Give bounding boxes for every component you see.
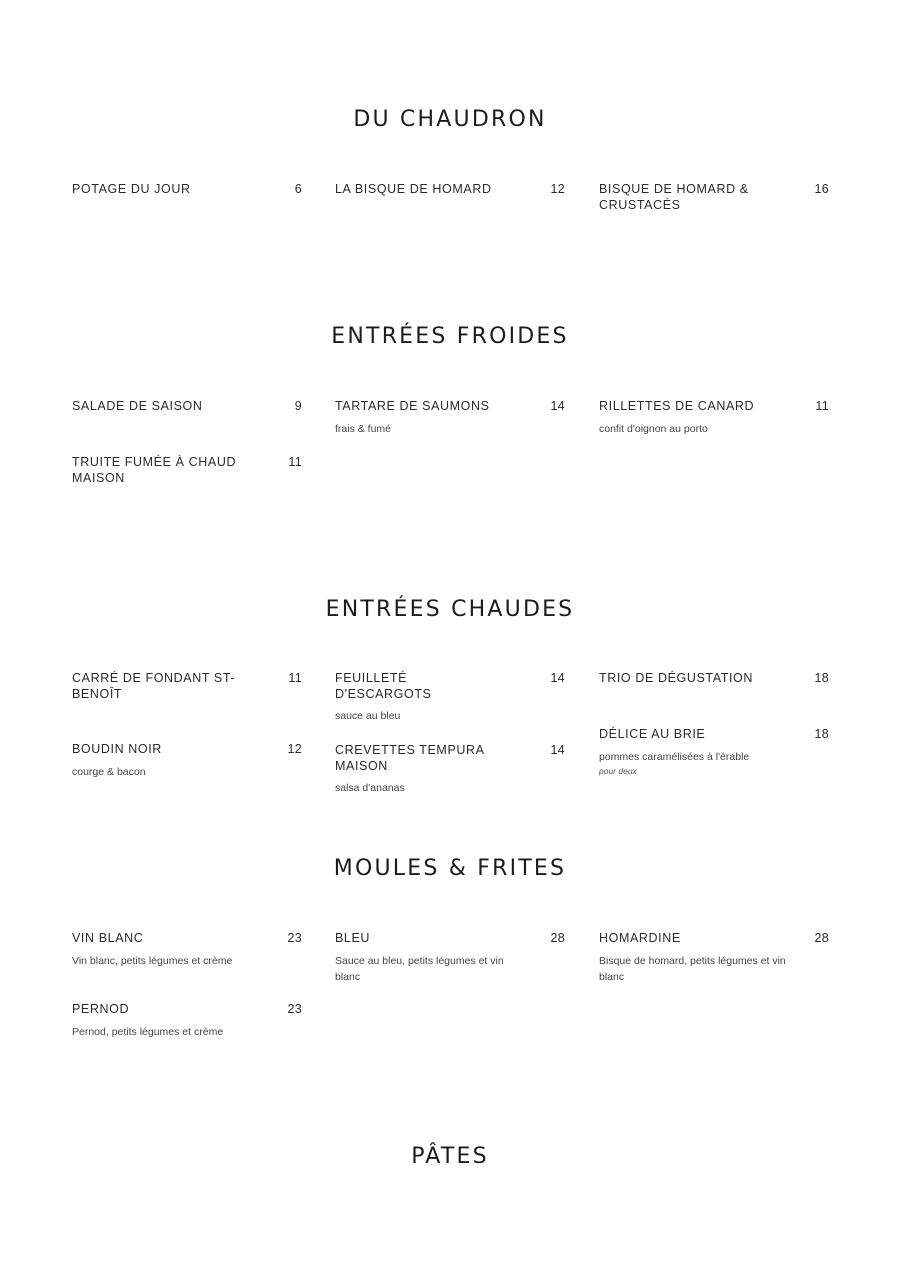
item-price: 6 (294, 182, 302, 196)
menu-item (599, 727, 829, 777)
menu-item (335, 182, 565, 198)
section-title-entrees-froides: ENTRÉES FROIDES (331, 324, 569, 349)
item-price: 14 (550, 743, 565, 757)
item-name: SALADE DE SAISON (72, 399, 203, 413)
menu-item (599, 399, 829, 437)
item-description: Pernod, petits légumes et crème (72, 1025, 224, 1038)
item-description: confit d'oignon au porto (599, 422, 708, 435)
item-price: 11 (815, 399, 829, 413)
item-name: VIN BLANC (72, 931, 144, 945)
menu-item (599, 182, 829, 213)
item-name: CREVETTES TEMPURA MAISON (335, 743, 484, 773)
item-name: BOUDIN NOIR (72, 742, 162, 756)
item-name: TRIO DE DÉGUSTATION (599, 671, 753, 685)
item-name: PERNOD (72, 1002, 130, 1016)
item-price: 23 (287, 1002, 302, 1016)
item-description: pommes caramélisées à l'érable (599, 750, 750, 763)
menu-item (599, 671, 829, 687)
item-price: 28 (814, 931, 829, 945)
item-price: 18 (814, 671, 829, 685)
item-name: BLEU (335, 931, 371, 945)
item-price: 11 (288, 455, 302, 469)
item-name: DÉLICE AU BRIE (599, 727, 706, 741)
menu-item (599, 931, 829, 985)
item-description: sauce au bleu (335, 710, 401, 722)
item-price: 14 (550, 399, 565, 413)
item-price: 12 (287, 742, 302, 756)
item-price: 28 (550, 931, 565, 945)
menu-item (72, 931, 302, 969)
item-name: FEUILLETÉ D'ESCARGOTS (335, 671, 432, 701)
item-name: RILLETTES DE CANARD (599, 399, 755, 413)
item-description: Vin blanc, petits légumes et crème (72, 954, 233, 967)
menu-item (72, 399, 302, 415)
item-name: TARTARE DE SAUMONS (335, 399, 490, 413)
section-title-pates: PÂTES (411, 1144, 489, 1169)
section-title-du-chaudron: DU CHAUDRON (353, 107, 547, 132)
menu-item (72, 742, 302, 780)
menu-item (72, 1002, 302, 1040)
item-name: POTAGE DU JOUR (72, 182, 191, 196)
menu-item (335, 399, 565, 437)
item-name: BISQUE DE HOMARD & CRUSTACÉS (599, 182, 749, 212)
item-price: 23 (287, 931, 302, 945)
item-description: Sauce au bleu, petits légumes et vin blanc (335, 954, 504, 983)
menu-item (335, 743, 565, 796)
menu-item (72, 182, 302, 198)
menu-item (335, 671, 565, 724)
section-title-entrees-chaudes: ENTRÉES CHAUDES (325, 597, 575, 622)
item-description: courge & bacon (72, 765, 146, 778)
item-price: 16 (814, 182, 829, 196)
item-description: salsa d'ananas (335, 782, 405, 794)
item-name: HOMARDINE (599, 931, 681, 945)
item-description: frais & fumé (335, 422, 392, 435)
menu-item (72, 671, 302, 702)
item-price: 9 (294, 399, 302, 413)
item-price: 11 (288, 671, 302, 685)
item-name: CARRÉ DE FONDANT ST-BENOÎT (72, 671, 236, 701)
item-name: LA BISQUE DE HOMARD (335, 182, 492, 196)
menu-item (335, 931, 565, 985)
item-price: 18 (814, 727, 829, 741)
section-title-moules-frites: MOULES & FRITES (333, 856, 567, 881)
item-price: 14 (550, 671, 565, 685)
item-price: 12 (550, 182, 565, 196)
item-note: pour deux (599, 765, 637, 776)
item-description: Bisque de homard, petits légumes et vin blanc (599, 954, 786, 983)
item-name: TRUITE FUMÉE À CHAUD MAISON (72, 455, 237, 485)
menu-item (72, 455, 302, 486)
